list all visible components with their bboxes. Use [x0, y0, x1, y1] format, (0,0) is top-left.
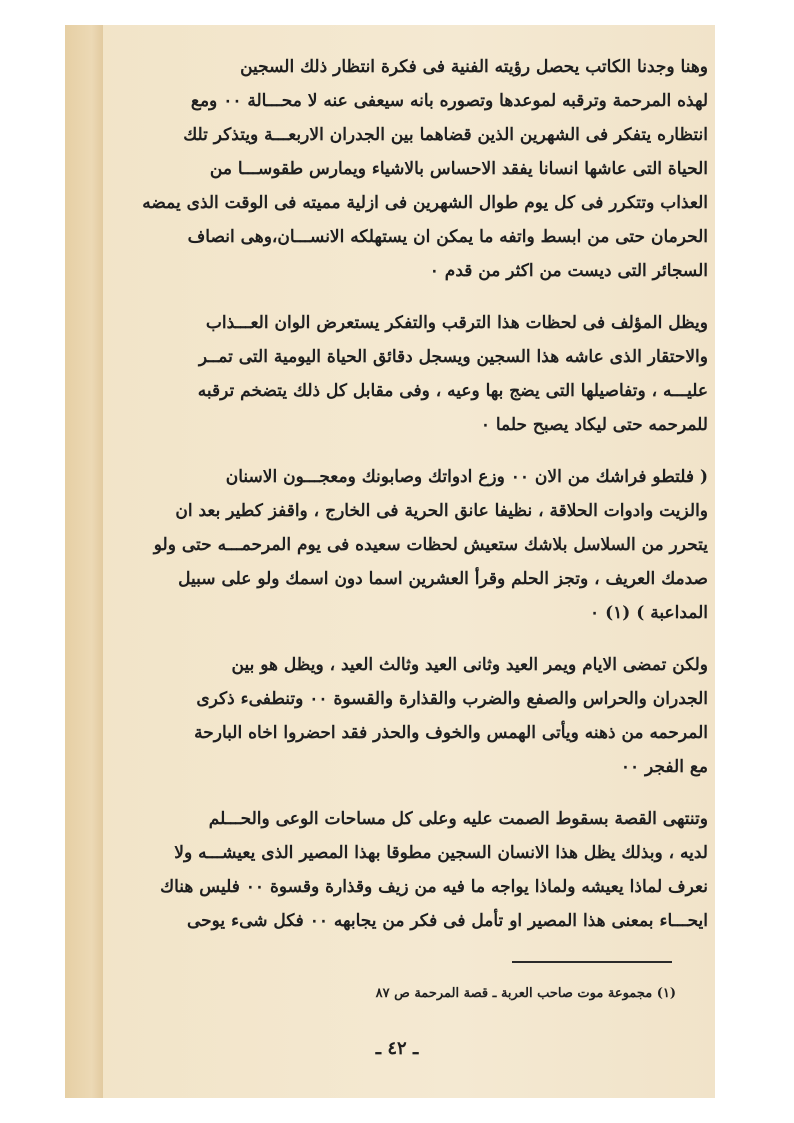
body-text	[100, 50, 708, 956]
book-spine-shadow	[65, 25, 103, 1098]
paragraph-5: وتنتهى القصة بسقوط الصمت عليه وعلى كل مساحات الوعى والحـــلم لديه ، وبذلك يظل هذا الانسان السجين مطوقا بهذا المصير الذى يعيشـــه ولا نعرف لماذا يعيشه ولماذا يواجه ما فيه من زيف وقذارة وقسوة ٠٠ فليس هناك ايحـــاء بمعنى هذا المصير او تأمل فى فكر من يجابهه ٠٠ فكل شىء يوحى	[160, 809, 708, 931]
paragraph-3: ( فلتطو فراشك من الان ٠٠ وزع ادواتك وصابونك ومعجـــون الاسنان والزيت وادوات الحلاقة ، نظيفا عانق الحرية فى الخارج ، واقفز كطير بعد ان يتحرر من السلاسل بلاشك ستعيش لحظات سعيده فى يوم المرحمـــه حتى ولو صدمك العريف ، وتجز الحلم وقرأ العشرين اسما دون اسمك ولو على سبيل المداعبة ) (١) ٠	[153, 467, 708, 623]
footnote-divider	[512, 961, 672, 963]
paragraph-2: ويظل المؤلف فى لحظات هذا الترقب والتفكر يستعرض الوان العـــذاب والاحتقار الذى عاشه هذا السجين ويسجل دقائق الحياة اليومية التى تمــر عليـــه ، وتفاصيلها التى يضج بها وعيه ، وفى مقابل كل ذلك يتضخم ترقبه للمرحمه حتى ليكاد يصبح حلما ٠	[197, 313, 708, 435]
page-number: ـ ٤٢ ـ	[375, 1038, 419, 1059]
paragraph-4: ولكن تمضى الايام ويمر العيد وثانى العيد وثالث العيد ، ويظل هو بين الجدران والحراس والصفع والضرب والقذارة والقسوة ٠٠ وتنطفىء ذكرى المرحمه من ذهنه ويأتى الهمس والخوف والحذر فقد احضروا اخاه البارحة مع الفجر ٠٠	[194, 655, 708, 777]
footnote: (١) مجموعة موت صاحب العربة ـ قصة المرحمة ص ٨٧	[375, 986, 676, 1001]
paragraph-1: وهنا وجدنا الكاتب يحصل رؤيته الفنية فى فكرة انتظار ذلك السجين لهذه المرحمة وترقبه لموعدها وتصوره بانه سيعفى عنه لا محـــالة ٠٠ ومع انتظاره يتفكر فى الشهرين الذين قضاهما بين الجدران الاربعـــة ويتذكر تلك الحياة التى عاشها انسانا يفقد الاحساس بالاشياء ويمارس طقوســـا من العذاب وتتكرر فى كل يوم طوال الشهرين فى ازلية مميته فى الوقت الذى يمضه الحرمان حتى من ابسط واتفه ما يمكن ان يستهلكه الانســـان،وهى انصاف السجائر التى ديست من اكثر من قدم ٠	[142, 57, 708, 281]
